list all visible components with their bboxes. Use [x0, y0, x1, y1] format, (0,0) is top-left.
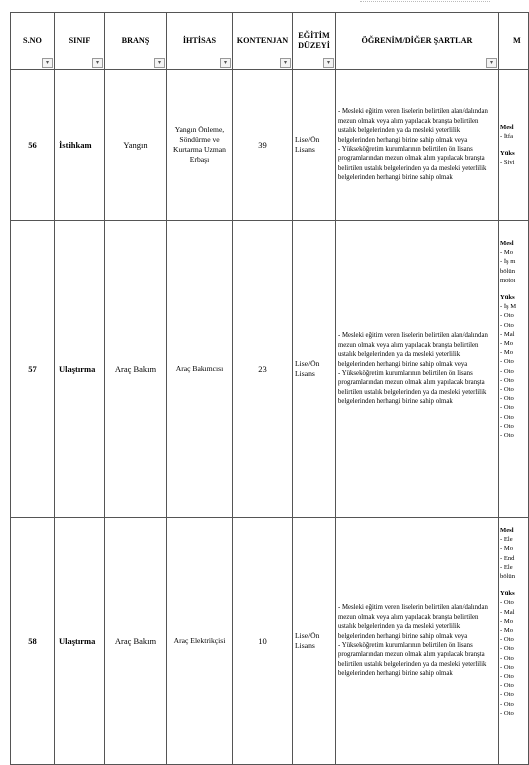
- filter-dropdown-icon[interactable]: ▾: [154, 58, 165, 68]
- filter-dropdown-icon[interactable]: ▾: [486, 58, 497, 68]
- cell-sno: 58: [11, 518, 55, 765]
- cell-egitim: Lise/Ön Lisans: [293, 221, 336, 518]
- truncated-text-line: - Ele: [500, 536, 513, 544]
- truncated-text-line: bölün: [500, 573, 516, 581]
- truncated-text-line: motoı: [500, 276, 516, 284]
- truncated-text-line: - Sivi: [500, 159, 515, 167]
- truncated-text-line: Yüks: [500, 590, 515, 598]
- header-row: [11, 13, 529, 70]
- col-header-sartlar: ÖĞRENİM/DİĞER ŞARTLAR ▾: [336, 13, 499, 70]
- cell-sartlar: [336, 70, 499, 221]
- truncated-text-line: - Oto: [500, 413, 514, 421]
- truncated-text-line: - Mo: [500, 617, 514, 625]
- truncated-text-line: - Mo: [500, 249, 514, 257]
- truncated-text-line: - İş m: [500, 258, 516, 266]
- cell-kontenjan: 39: [233, 70, 293, 221]
- truncated-text-line: - İş M: [500, 303, 517, 311]
- cell-egitim: Lise/Ön Lisans: [293, 518, 336, 765]
- truncated-text-line: - Oto: [500, 636, 514, 644]
- truncated-text-line: - End: [500, 554, 515, 562]
- col-header-brans: BRANŞ ▾: [105, 13, 167, 70]
- truncated-text-line: - Oto: [500, 691, 514, 699]
- page-header-line: [360, 1, 490, 6]
- truncated-text-line: - Oto: [500, 654, 514, 662]
- table-row: [11, 70, 529, 221]
- truncated-text-line: - Mo: [500, 545, 514, 553]
- cell-ihtisas: Araç Bakımcısı: [167, 221, 233, 518]
- col-header-sinif: SINIF ▾: [55, 13, 105, 70]
- truncated-text-line: - Mal: [500, 608, 515, 616]
- spacer-line: [500, 581, 528, 589]
- cell-kontenjan: 10: [233, 518, 293, 765]
- truncated-text-line: - Oto: [500, 682, 514, 690]
- spacer-line: [500, 141, 528, 149]
- sart-paragraph: - Yükseköğretim kurumlarının belirtilen ön lisans programlarından mezun olmak alım yapılacak branşta belirtilen ustalık belgelerinden ya da mesleki yeterlilik belgelerinden herhangi birine sahip olmak: [338, 370, 487, 406]
- truncated-text-line: - Mo: [500, 349, 514, 357]
- sart-paragraph: - Yükseköğretim kurumlarının belirtilen ön lisans programlarından mezun olmak alım yapılacak branşta belirtilen ustalık belgelerinden ya da mesleki yeterlilik belgelerinden herhangi birine sahip olmak: [338, 146, 487, 182]
- truncated-text-line: Mesl: [500, 240, 514, 247]
- truncated-text-line: - Oto: [500, 645, 514, 653]
- cell-kontenjan: 23: [233, 221, 293, 518]
- truncated-text-line: Yüks: [500, 150, 515, 157]
- truncated-text-line: - Oto: [500, 700, 514, 708]
- truncated-text-line: - Oto: [500, 404, 514, 412]
- truncated-text-line: - Oto: [500, 358, 514, 366]
- cell-sinif: İstihkam: [55, 70, 105, 221]
- kontenjan-table: [10, 12, 529, 765]
- truncated-text-line: - Oto: [500, 663, 514, 671]
- table-row: [11, 221, 529, 518]
- sart-paragraph: - Yükseköğretim kurumlarının belirtilen ön lisans programlarından mezun olmak alım yapılacak branşta belirtilen ustalık belgelerinden ya da mesleki yeterlilik belgelerinden herhangi birine sahip olmak: [338, 642, 487, 678]
- truncated-text-line: - Oto: [500, 599, 514, 607]
- cell-brans: Araç Bakım: [105, 221, 167, 518]
- truncated-text-line: - Mo: [500, 340, 514, 348]
- cell-ihtisas: Yangın Önleme, Söndürme ve Kurtarma Uzman Erbaşı: [167, 70, 233, 221]
- filter-dropdown-icon[interactable]: ▾: [323, 58, 334, 68]
- cell-ihtisas: Araç Elektrikçisi: [167, 518, 233, 765]
- truncated-text-line: Mesl: [500, 123, 514, 131]
- col-header-truncated: M: [499, 13, 529, 70]
- truncated-text-line: - Oto: [500, 709, 514, 717]
- cell-sartlar: [336, 518, 499, 765]
- cell-brans: Yangın: [105, 70, 167, 221]
- cell-truncated: [499, 221, 529, 518]
- filter-dropdown-icon[interactable]: ▾: [280, 58, 291, 68]
- cell-brans: Araç Bakım: [105, 518, 167, 765]
- truncated-text-line: - Oto: [500, 422, 514, 430]
- truncated-text-line: - Oto: [500, 386, 514, 394]
- cell-egitim: Lise/Ön Lisans: [293, 70, 336, 221]
- col-header-egitim-duzeyi: EĞİTİM DÜZEYİ ▾: [293, 13, 336, 70]
- cell-sno: 57: [11, 221, 55, 518]
- truncated-text-line: - Oto: [500, 376, 514, 384]
- truncated-text-line: - Mal: [500, 330, 515, 338]
- filter-dropdown-icon[interactable]: ▾: [92, 58, 103, 68]
- truncated-text-line: - Oto: [500, 321, 514, 329]
- cell-sinif: Ulaştırma: [55, 518, 105, 765]
- cell-sinif: Ulaştırma: [55, 221, 105, 518]
- truncated-text-line: - Mo: [500, 627, 514, 635]
- truncated-text-line: - Oto: [500, 673, 514, 681]
- spacer-line: [500, 285, 528, 293]
- truncated-text-line: - Oto: [500, 312, 514, 320]
- truncated-text-line: Mesl: [500, 527, 514, 534]
- cell-truncated: [499, 70, 529, 221]
- filter-dropdown-icon[interactable]: ▾: [220, 58, 231, 68]
- col-header-sno: S.NO ▾: [11, 13, 55, 70]
- truncated-text-line: Yüks: [500, 294, 515, 302]
- cell-sno: 56: [11, 70, 55, 221]
- cell-sartlar: [336, 221, 499, 518]
- table-row: [11, 518, 529, 765]
- truncated-text-line: - İtfa: [500, 132, 513, 140]
- col-header-kontenjan: KONTENJAN ▾: [233, 13, 293, 70]
- cell-truncated: [499, 518, 529, 765]
- filter-dropdown-icon[interactable]: ▾: [42, 58, 53, 68]
- col-header-ihtisas: İHTİSAS ▾: [167, 13, 233, 70]
- sart-paragraph: - Mesleki eğitim veren liselerin belirtilen alan/dalından mezun olmak veya alım yapılacak branşta belirtilen ustalık belgelerinden ya da mesleki yeterlilik belgelerinden herhangi birine sahip olmak veya: [338, 604, 488, 640]
- sart-paragraph: - Mesleki eğitim veren liselerin belirtilen alan/dalından mezun olmak veya alım yapılacak branşta belirtilen ustalık belgelerinden ya da mesleki yeterlilik belgelerinden herhangi birine sahip olmak veya: [338, 108, 488, 144]
- truncated-text-line: - Oto: [500, 367, 514, 375]
- truncated-text-line: - Oto: [500, 432, 514, 440]
- truncated-text-line: - Ele: [500, 563, 513, 571]
- truncated-text-line: bölün: [500, 267, 516, 275]
- truncated-text-line: - Oto: [500, 395, 514, 403]
- sart-paragraph: - Mesleki eğitim veren liselerin belirtilen alan/dalından mezun olmak veya alım yapılacak branşta belirtilen ustalık belgelerinden ya da mesleki yeterlilik belgelerinden herhangi birine sahip olmak veya: [338, 332, 488, 368]
